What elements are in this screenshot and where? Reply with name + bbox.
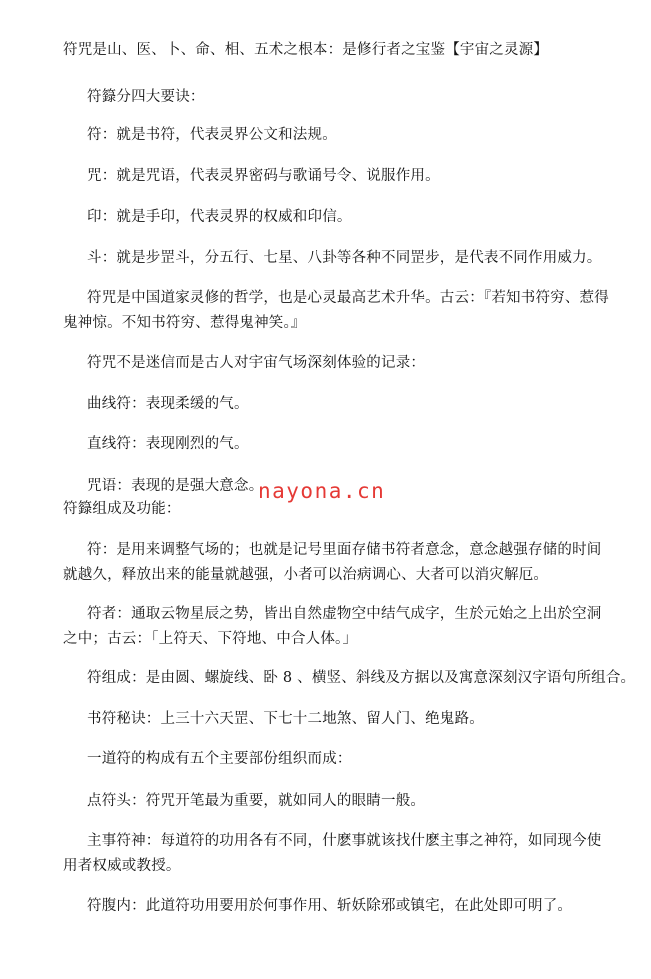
paragraph-four-key-secrets: 符籙分四大要诀： — [87, 89, 205, 105]
paragraph-main-deity: 主事符神：每道符的功用各有不同，什麽事就该找什麽主事之神符，如同现今使用者权威或教授。 — [63, 833, 602, 874]
paragraph-fu-adjusts-qi: 符：是用来调整气场的；也就是记号里面存储书符者意念，意念越强存储的时间就越久，释放出来的能量就越强，小者可以治病调心、大者可以消灾解厄。 — [63, 542, 602, 583]
paragraph-fu-composition: 符组成：是由圆、螺旋线、卧 8 、横竖、斜线及方据以及寓意深刻汉字语句所组合。 — [87, 670, 636, 686]
paragraph-fu-definition: 符：就是书符，代表灵界公文和法规。 — [87, 127, 337, 143]
paragraph-daoist-philosophy: 符咒是中国道家灵修的哲学，也是心灵最高艺术升华。古云：『若知书符穷、惹得鬼神惊。不知书符穷、惹得鬼神笑。』 — [63, 290, 609, 331]
paragraph-not-superstition: 符咒不是迷信而是古人对宇宙气场深刻体验的记录： — [87, 355, 426, 371]
paragraph-five-parts: 一道符的构成有五个主要部份组织而成： — [87, 751, 352, 767]
paragraph-writing-secret: 书符秘诀：上三十六天罡、下七十二地煞、留人门、绝鬼路。 — [87, 711, 484, 727]
paragraph-zhou-definition: 咒：就是咒语，代表灵界密码与歌诵号令、说服作用。 — [87, 168, 440, 184]
paragraph-talisman-head: 点符头：符咒开笔最为重要，就如同人的眼睛一般。 — [87, 793, 426, 809]
paragraph-curved-talisman: 曲线符：表现柔缓的气。 — [87, 396, 249, 412]
paragraph-fu-zhe: 符者：通取云物星辰之势，皆出自然虚物空中结气成字，生於元始之上出於空洞之中；古云：「上符天、下符地、中合人体。」 — [63, 606, 602, 647]
paragraph-yin-definition: 印：就是手印，代表灵界的权威和印信。 — [87, 209, 352, 225]
paragraph-straight-talisman: 直线符：表现刚烈的气。 — [87, 436, 249, 452]
paragraph-composition-heading: 符籙组成及功能： — [63, 501, 181, 517]
paragraph-root-of-five-arts: 符咒是山、医、卜、命、相、五术之根本：是修行者之宝鉴【宇宙之灵源】 — [63, 42, 549, 58]
paragraph-incantation: 咒语：表现的是强大意念。 — [87, 478, 264, 494]
paragraph-dou-definition: 斗：就是步罡斗，分五行、七星、八卦等各种不同罡步，是代表不同作用威力。 — [87, 250, 602, 266]
site-watermark: nayona.cn — [258, 479, 386, 503]
paragraph-talisman-belly: 符腹内：此道符功用要用於何事作用、斩妖除邪或镇宅，在此处即可明了。 — [87, 898, 573, 914]
